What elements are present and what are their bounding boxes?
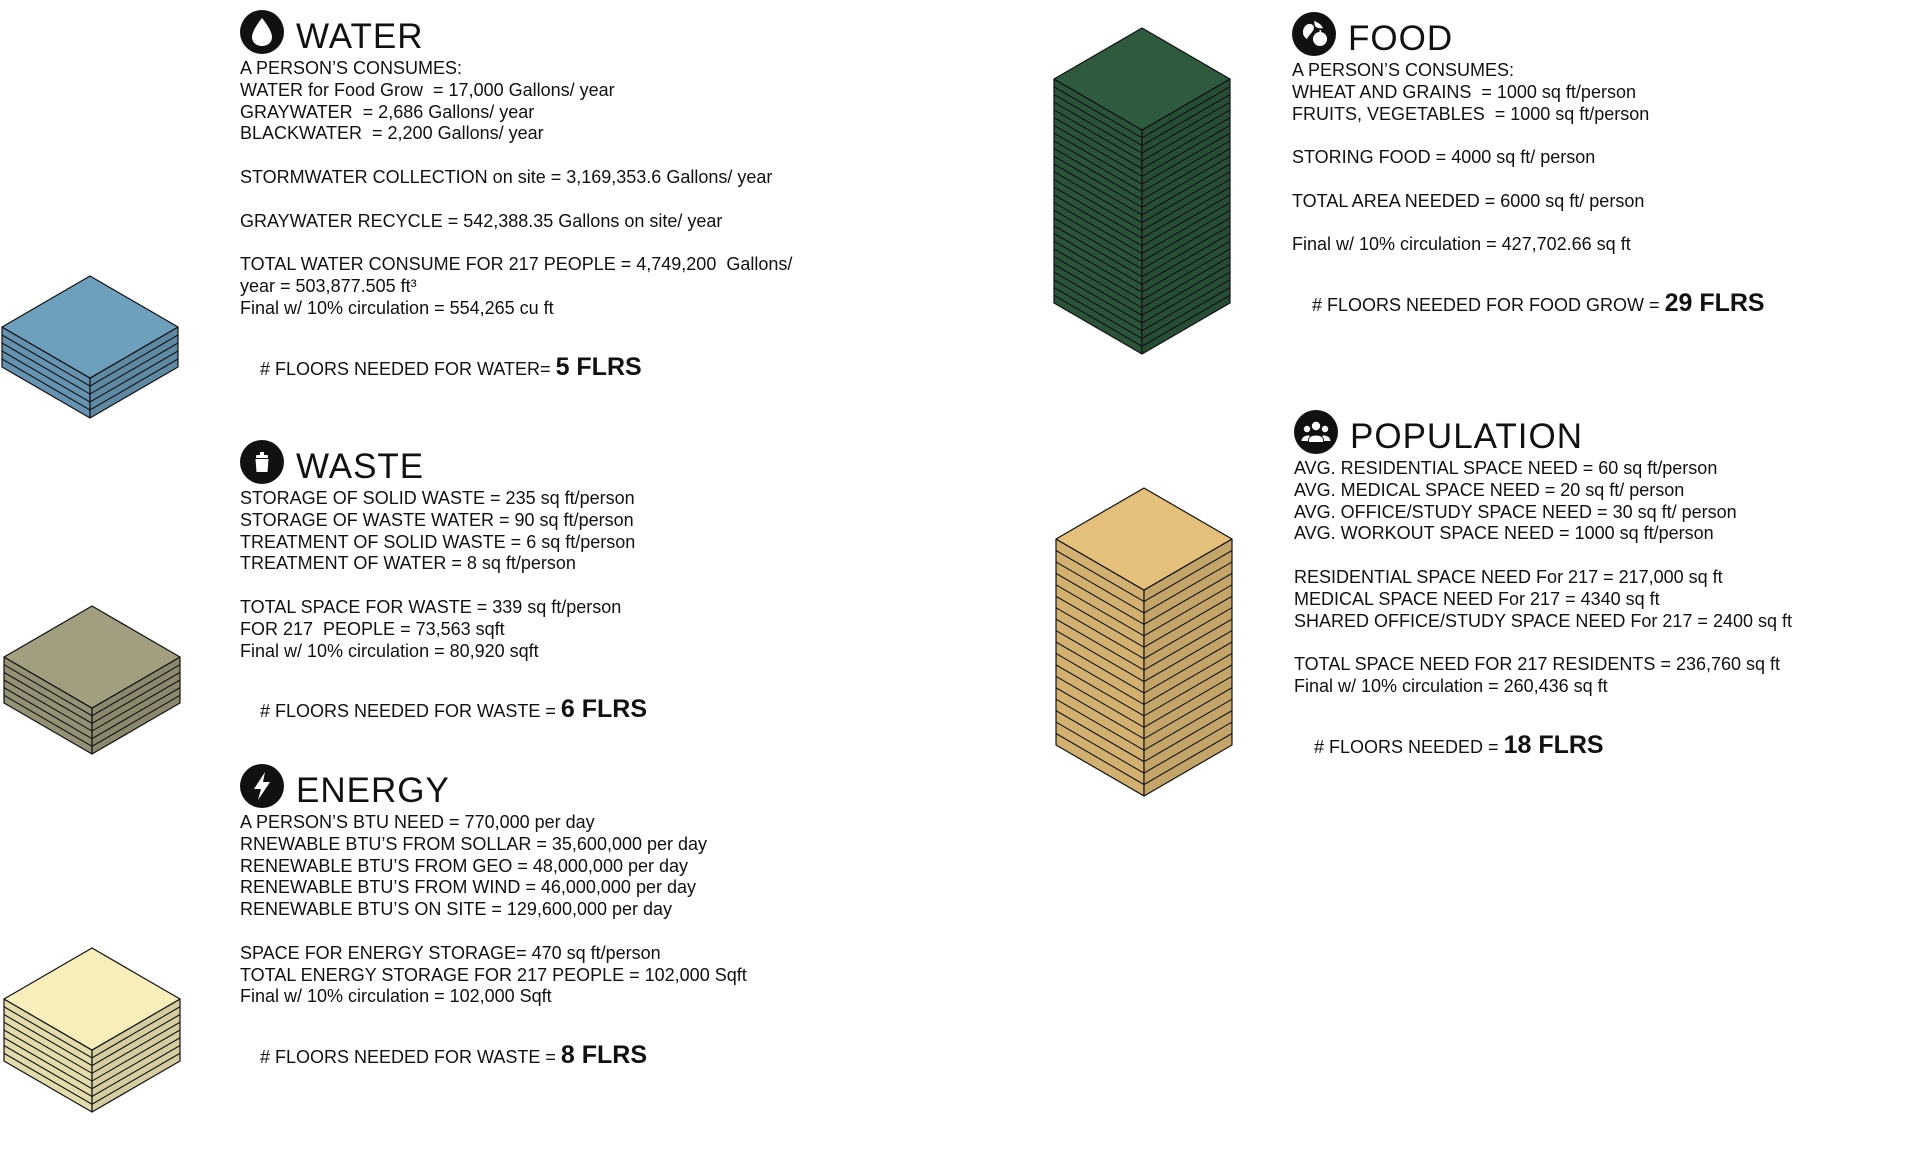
energy-detail-line: RENEWABLE BTU’S ON SITE = 129,600,000 per day [240, 899, 673, 920]
population-detail-line: RESIDENTIAL SPACE NEED For 217 = 217,000 sq ft [1294, 566, 1723, 587]
waste-detail-line: TREATMENT OF WATER = 8 sq ft/person [240, 553, 576, 574]
food-details [1292, 60, 1765, 256]
waste-detail-line: STORAGE OF WASTE WATER = 90 sq ft/person [240, 509, 634, 530]
waste-details [240, 488, 647, 662]
energy-detail-line: A PERSON’S BTU NEED = 770,000 per day [240, 812, 595, 832]
food-floors-label: # FLOORS NEEDED FOR FOOD GROW = [1312, 295, 1665, 316]
population-detail-line: AVG. MEDICAL SPACE NEED = 20 sq ft/ person [1294, 479, 1685, 500]
energy-detail-line: Final w/ 10% circulation = 102,000 Sqft [240, 986, 552, 1007]
water-line-gap [240, 232, 792, 254]
energy-detail-line: TOTAL ENERGY STORAGE FOR 217 PEOPLE = 102,000 Sqft [240, 964, 747, 985]
population-detail-line: AVG. OFFICE/STUDY SPACE NEED = 30 sq ft/ person [1294, 501, 1737, 522]
waste-title: WASTE [296, 447, 425, 486]
population-detail-line: SHARED OFFICE/STUDY SPACE NEED For 217 = 2400 sq ft [1294, 610, 1792, 631]
energy-detail-line: RENEWABLE BTU’S FROM WIND = 46,000,000 per day [240, 877, 696, 898]
population-detail-line: AVG. WORKOUT SPACE NEED = 1000 sq ft/person [1294, 523, 1714, 544]
water-line-gap [240, 145, 792, 167]
water-detail-line: A PERSON’S CONSUMES: [240, 58, 463, 78]
food-detail-line: Final w/ 10% circulation = 427,702.66 sq ft [1292, 234, 1631, 255]
water-floors-label: # FLOORS NEEDED FOR WATER= [260, 358, 556, 379]
waste-floors-value: 6 FLRS [560, 695, 648, 724]
population-detail-line: AVG. RESIDENTIAL SPACE NEED = 60 sq ft/person [1294, 458, 1718, 478]
energy-floors-needed [240, 1020, 747, 1091]
waste-detail-line: Final w/ 10% circulation = 80,920 sqft [240, 640, 539, 661]
population-floors-needed [1294, 710, 1792, 781]
water-detail-line: STORMWATER COLLECTION on site = 3,169,353.6 Gallons/ year [240, 166, 773, 187]
energy-section [240, 754, 747, 1091]
water-detail-line: BLACKWATER = 2,200 Gallons/ year [240, 123, 544, 144]
energy-line-gap [240, 921, 747, 943]
waste-floors-label: # FLOORS NEEDED FOR WASTE = [260, 701, 561, 722]
food-detail-line: A PERSON’S CONSUMES: [1292, 60, 1515, 80]
energy-floors-value: 8 FLRS [560, 1041, 648, 1070]
energy-floors-label: # FLOORS NEEDED FOR WASTE = [260, 1047, 561, 1068]
waste-section [240, 430, 647, 745]
food-section [1292, 2, 1765, 339]
population-floor-stack [1054, 486, 1234, 798]
water-detail-line: WATER for Food Grow = 17,000 Gallons/ year [240, 79, 615, 100]
water-detail-line: Final w/ 10% circulation = 554,265 cu ft [240, 297, 554, 318]
lightning-bolt-icon [240, 764, 284, 808]
food-line-gap [1292, 125, 1765, 147]
water-title: WATER [296, 17, 424, 56]
waste-line-gap [240, 575, 647, 597]
water-section [240, 0, 792, 403]
population-detail-line: TOTAL SPACE NEED FOR 217 RESIDENTS = 236,760 sq ft [1294, 654, 1781, 675]
food-title: FOOD [1348, 19, 1454, 58]
food-floor-stack [1052, 26, 1232, 356]
water-details [240, 58, 792, 320]
population-detail-line: MEDICAL SPACE NEED For 217 = 4340 sq ft [1294, 588, 1660, 609]
waste-detail-line: FOR 217 PEOPLE = 73,563 sqft [240, 618, 505, 639]
water-floor-stack [0, 274, 180, 420]
waste-floors-needed [240, 674, 647, 745]
water-line-gap [240, 189, 792, 211]
energy-title: ENERGY [296, 771, 450, 810]
food-icon [1292, 12, 1336, 56]
food-line-gap [1292, 213, 1765, 235]
population-section [1294, 400, 1792, 781]
food-detail-line: FRUITS, VEGETABLES = 1000 sq ft/person [1292, 103, 1650, 124]
food-detail-line: TOTAL AREA NEEDED = 6000 sq ft/ person [1292, 190, 1645, 211]
population-detail-line: Final w/ 10% circulation = 260,436 sq ft [1294, 675, 1608, 696]
water-detail-line: year = 503,877.505 ft³ [240, 275, 417, 296]
energy-detail-line: RENEWABLE BTU’S FROM GEO = 48,000,000 per day [240, 855, 689, 876]
water-detail-line: GRAYWATER = 2,686 Gallons/ year [240, 101, 535, 122]
water-drop-icon [240, 10, 284, 54]
water-floors-needed [240, 332, 792, 403]
population-title: POPULATION [1350, 417, 1584, 456]
food-floors-needed [1292, 268, 1765, 339]
population-line-gap [1294, 545, 1792, 567]
waste-detail-line: TOTAL SPACE FOR WASTE = 339 sq ft/person [240, 596, 622, 617]
food-detail-line: STORING FOOD = 4000 sq ft/ person [1292, 147, 1596, 168]
water-floors-value: 5 FLRS [555, 352, 642, 381]
energy-detail-line: RNEWABLE BTU’S FROM SOLLAR = 35,600,000 per day [240, 833, 708, 854]
population-details [1294, 458, 1792, 698]
water-detail-line: GRAYWATER RECYCLE = 542,388.35 Gallons on site/ year [240, 210, 723, 231]
waste-detail-line: TREATMENT OF SOLID WASTE = 6 sq ft/person [240, 531, 636, 552]
energy-floor-stack [2, 946, 182, 1114]
people-group-icon [1294, 410, 1338, 454]
waste-detail-line: STORAGE OF SOLID WASTE = 235 sq ft/person [240, 488, 635, 508]
trash-can-icon [240, 440, 284, 484]
population-line-gap [1294, 632, 1792, 654]
food-line-gap [1292, 169, 1765, 191]
food-floors-value: 29 FLRS [1664, 289, 1765, 318]
energy-detail-line: SPACE FOR ENERGY STORAGE= 470 sq ft/person [240, 942, 661, 963]
water-detail-line: TOTAL WATER CONSUME FOR 217 PEOPLE = 4,749,200 Gallons/ [240, 254, 793, 275]
waste-floor-stack [2, 604, 182, 756]
population-floors-label: # FLOORS NEEDED = [1314, 736, 1504, 757]
population-floors-value: 18 FLRS [1503, 730, 1604, 759]
food-detail-line: WHEAT AND GRAINS = 1000 sq ft/person [1292, 81, 1636, 102]
energy-details [240, 812, 747, 1008]
